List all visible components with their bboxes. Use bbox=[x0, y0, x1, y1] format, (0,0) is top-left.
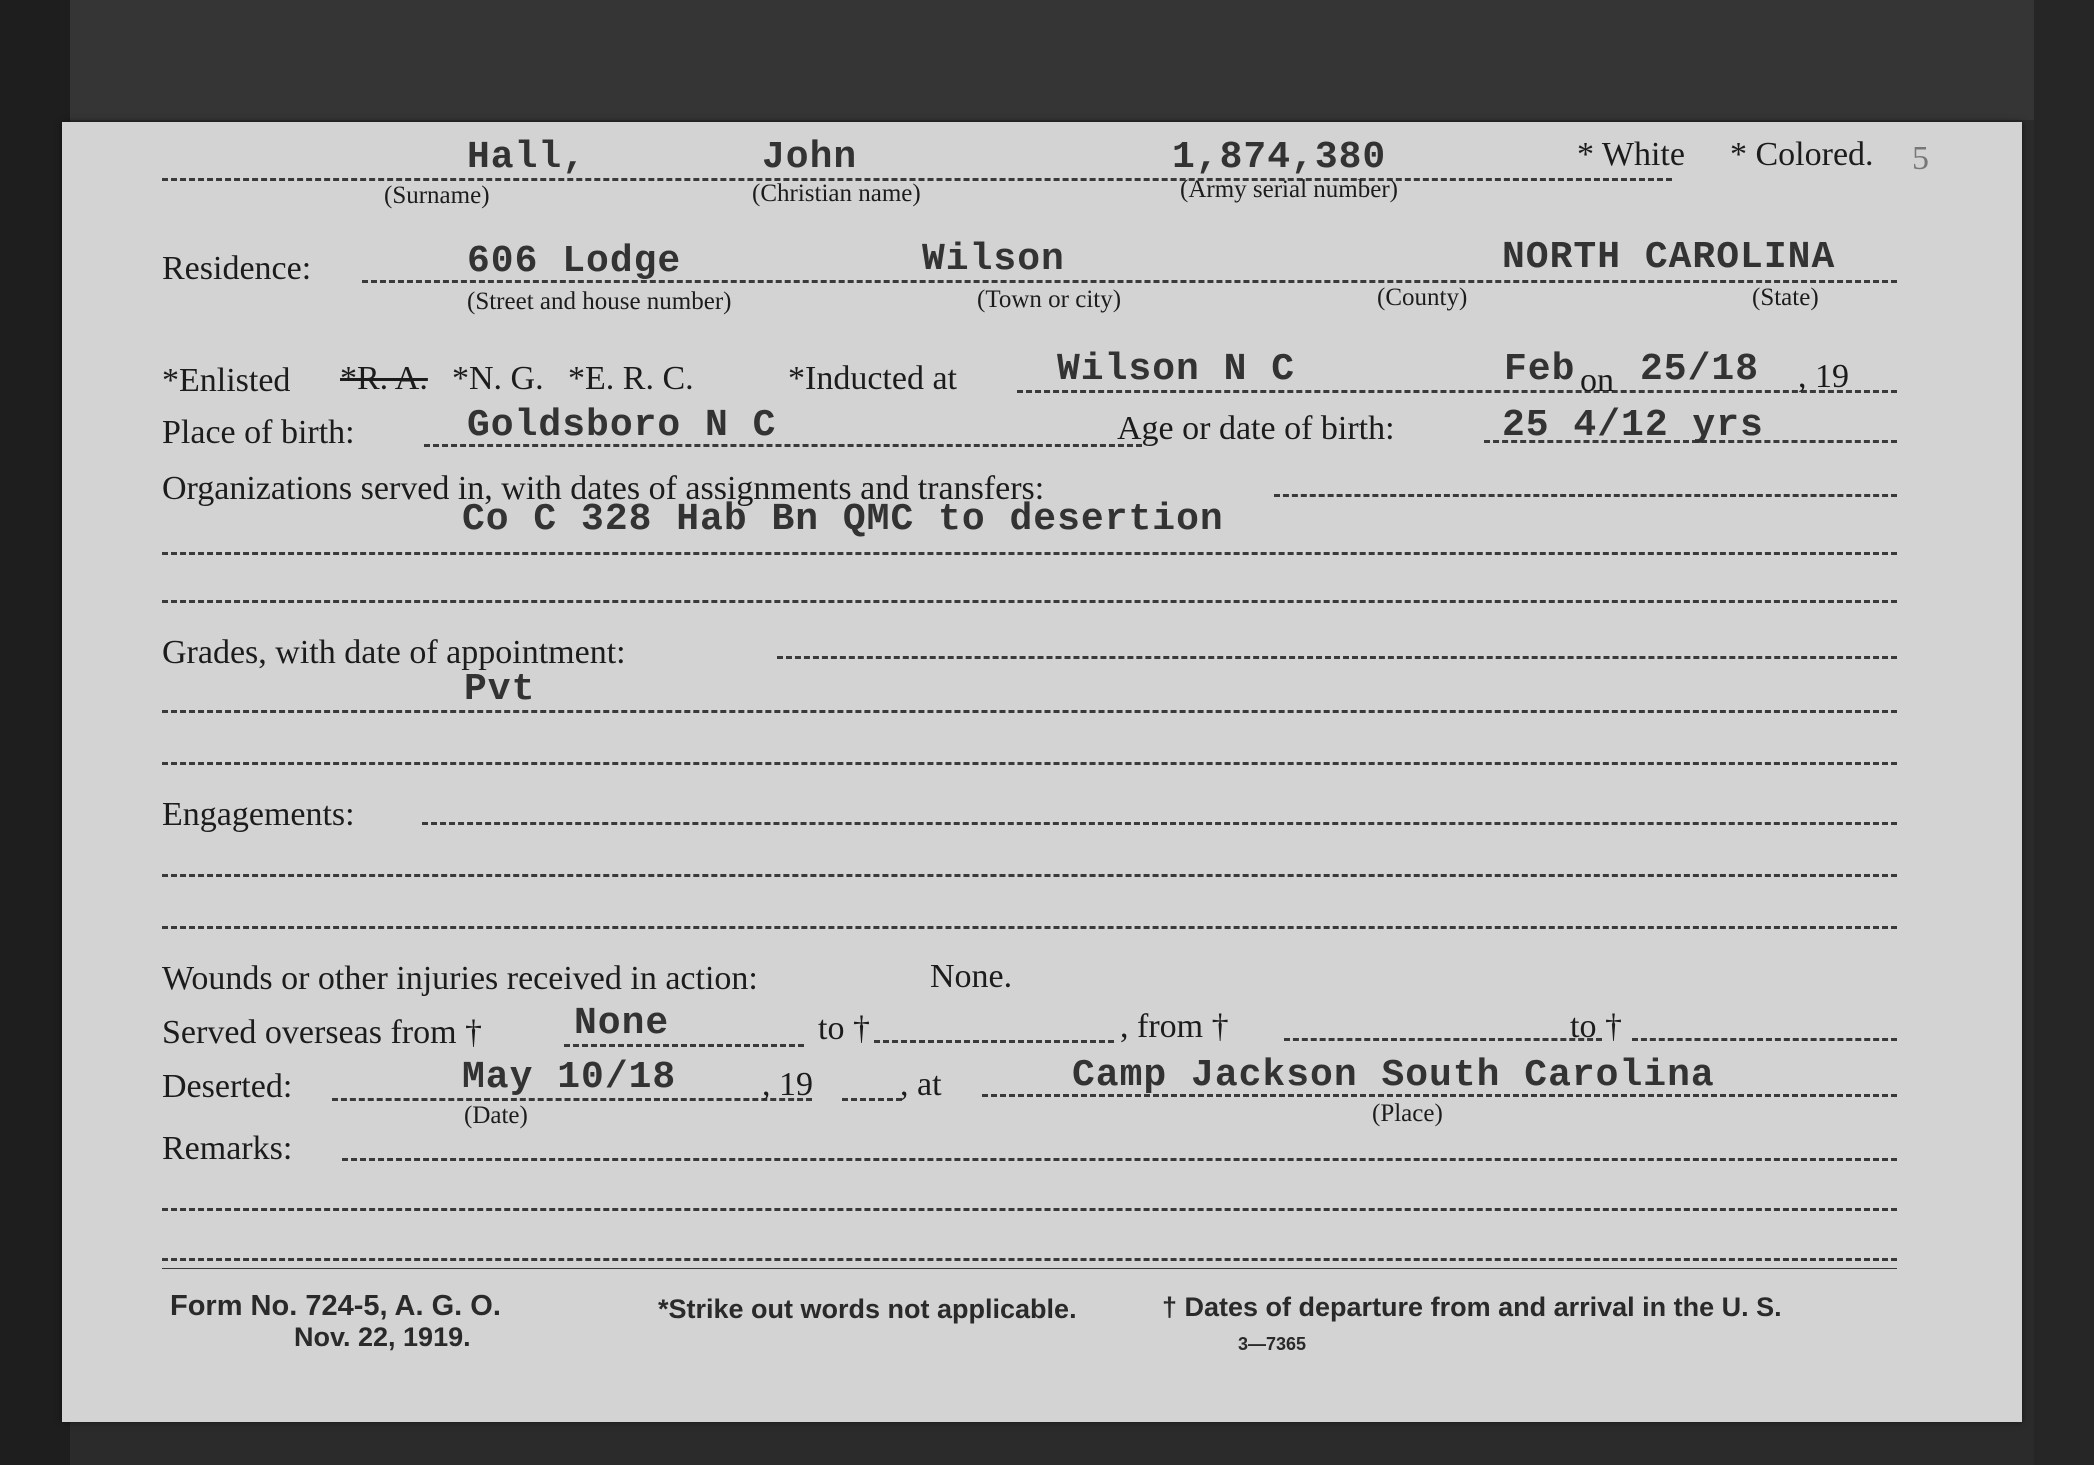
surname-caption: (Surname) bbox=[384, 182, 490, 209]
deserted-place-caption: (Place) bbox=[1372, 1100, 1443, 1127]
induction-place: Wilson N C bbox=[1057, 348, 1296, 391]
engagements-rule-1 bbox=[162, 874, 1897, 877]
induction-month: Feb bbox=[1504, 348, 1576, 391]
remarks-rule-2 bbox=[162, 1258, 1897, 1261]
white-option: * White bbox=[1577, 136, 1685, 173]
christian-caption: (Christian name) bbox=[752, 180, 921, 207]
organizations-rule-0 bbox=[1274, 494, 1897, 497]
engagements-rule-0 bbox=[422, 822, 1897, 825]
age-value: 25 4/12 yrs bbox=[1502, 404, 1764, 447]
deserted-place-value: Camp Jackson South Carolina bbox=[1072, 1054, 1715, 1097]
organizations-rule-1 bbox=[162, 552, 1897, 555]
remarks-rule-0 bbox=[342, 1158, 1897, 1161]
service-record-card bbox=[62, 122, 2022, 1422]
grades-rule-1 bbox=[162, 710, 1897, 713]
organizations-value: Co C 328 Hab Bn QMC to desertion bbox=[462, 498, 1224, 541]
wounds-value: None. bbox=[930, 958, 1013, 995]
christian-name-value: John bbox=[762, 136, 858, 179]
backdrop-top bbox=[0, 0, 2094, 120]
county-caption: (County) bbox=[1377, 284, 1468, 311]
remarks-rule-3 bbox=[162, 1268, 1897, 1269]
organizations-label: Organizations served in, with dates of assignments and transfers: bbox=[162, 470, 1045, 507]
ra-option: *R. A. bbox=[340, 360, 428, 397]
engagements-label: Engagements: bbox=[162, 796, 355, 833]
deserted-date-caption: (Date) bbox=[464, 1102, 528, 1129]
card-number: 5 bbox=[1912, 140, 1929, 177]
deserted-at-label: , at bbox=[900, 1066, 942, 1103]
overseas-to1-label: to † bbox=[818, 1010, 870, 1047]
town-caption: (Town or city) bbox=[977, 286, 1122, 313]
engagements-rule-2 bbox=[162, 926, 1897, 929]
induction-year-label: , 19 bbox=[1798, 358, 1849, 395]
state-value: NORTH CAROLINA bbox=[1502, 236, 1836, 279]
colored-option: * Colored. bbox=[1730, 136, 1874, 173]
overseas-from2-label: , from † bbox=[1120, 1008, 1229, 1045]
grades-label: Grades, with date of appointment: bbox=[162, 634, 626, 671]
overseas-to1-rule bbox=[874, 1040, 1114, 1043]
surname-value: Hall, bbox=[467, 136, 587, 179]
grades-rule-0 bbox=[777, 656, 1897, 659]
wounds-label: Wounds or other injuries received in action: bbox=[162, 960, 758, 997]
serial-caption: (Army serial number) bbox=[1180, 176, 1398, 203]
enlisted-option: *Enlisted bbox=[162, 362, 291, 399]
backdrop-left bbox=[0, 0, 70, 1465]
overseas-to2-rule bbox=[1632, 1038, 1897, 1041]
grades-rule-2 bbox=[162, 762, 1897, 765]
backdrop-right bbox=[2034, 0, 2094, 1465]
ng-option: *N. G. bbox=[452, 360, 544, 397]
overseas-from-value: None bbox=[574, 1002, 670, 1045]
town-value: Wilson bbox=[922, 238, 1065, 281]
residence-label: Residence: bbox=[162, 250, 312, 287]
form-date: Nov. 22, 1919. bbox=[294, 1322, 471, 1352]
deserted-date-value: May 10/18 bbox=[462, 1056, 677, 1099]
overseas-from2-rule bbox=[1284, 1038, 1602, 1041]
age-label: Age or date of birth: bbox=[1117, 410, 1395, 447]
serial-number-value: 1,874,380 bbox=[1172, 136, 1387, 179]
birth-place-label: Place of birth: bbox=[162, 414, 355, 451]
street-value: 606 Lodge bbox=[467, 240, 682, 283]
form-number: Form No. 724-5, A. G. O. bbox=[170, 1290, 501, 1322]
overseas-label: Served overseas from † bbox=[162, 1014, 483, 1051]
erc-option: *E. R. C. bbox=[568, 360, 694, 397]
remarks-label: Remarks: bbox=[162, 1130, 293, 1167]
induction-date: 25/18 bbox=[1640, 348, 1760, 391]
overseas-to2-label: to † bbox=[1570, 1008, 1622, 1045]
strike-note: *Strike out words not applicable. bbox=[658, 1294, 1077, 1324]
grades-value: Pvt bbox=[464, 668, 536, 711]
deserted-year-rule bbox=[842, 1098, 902, 1101]
birth-place-value: Goldsboro N C bbox=[467, 404, 777, 447]
print-code: 3—7365 bbox=[1238, 1334, 1307, 1354]
deserted-year-label: , 19 bbox=[762, 1066, 813, 1103]
inducted-label: *Inducted at bbox=[788, 360, 957, 397]
dagger-note: † Dates of departure from and arrival in the U. S. bbox=[1162, 1292, 1782, 1322]
organizations-rule-2 bbox=[162, 600, 1897, 603]
deserted-label: Deserted: bbox=[162, 1068, 293, 1105]
remarks-rule-1 bbox=[162, 1208, 1897, 1211]
state-caption: (State) bbox=[1752, 284, 1819, 311]
street-caption: (Street and house number) bbox=[467, 288, 732, 315]
induction-on: on bbox=[1580, 362, 1614, 399]
